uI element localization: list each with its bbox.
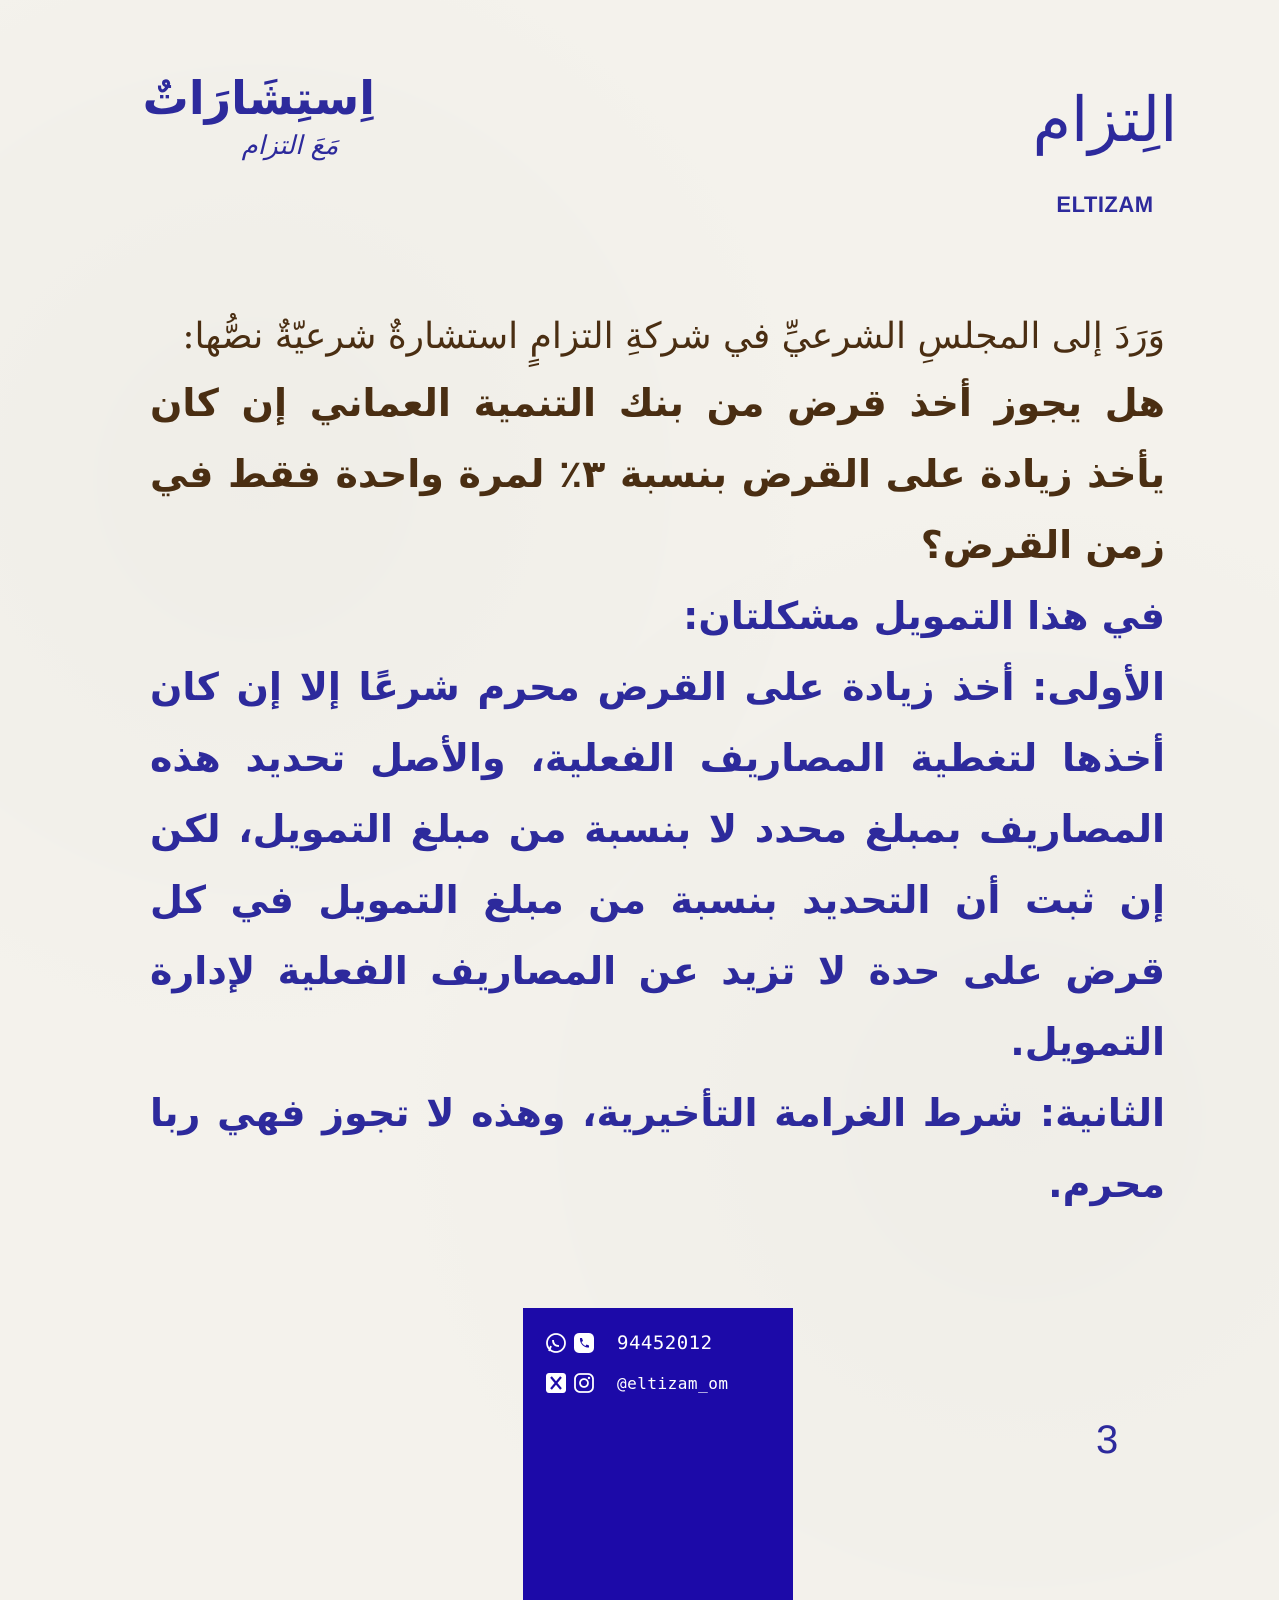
consultations-logo bbox=[142, 70, 375, 162]
answer-first-point: الأولى: أخذ زيادة على القرض محرم شرعًا إلا إن كان أخذها لتغطية المصاريف الفعلية، والأصل تحديد هذه المصاريف بمبلغ محدد لا بنسبة من مبلغ التمويل، لكن إن ثبت أن التحديد بنسبة من مبلغ التمويل في كل قرض على حدة لا تزيد عن المصاريف الفعلية لإدارة التمويل. bbox=[150, 665, 1165, 1064]
answer-second-point: الثانية: شرط الغرامة التأخيرية، وهذه لا تجوز فهي ربا محرم. bbox=[150, 1091, 1165, 1206]
page-number: 3 bbox=[1096, 1418, 1119, 1462]
consultations-logo-subtitle: مَعَ التزام bbox=[241, 131, 339, 161]
contact-box bbox=[523, 1308, 793, 1600]
phone-icon[interactable] bbox=[573, 1332, 595, 1354]
intro-paragraph: وَرَدَ إلى المجلسِ الشرعيِّ في شركةِ التزامٍ استشارةٌ شرعيّةٌ نصُّها: bbox=[182, 316, 1165, 357]
eltizam-logo-mark: الِتزام bbox=[1032, 83, 1178, 156]
consultations-logo-title: اِستِشَارَاتٌ bbox=[142, 71, 375, 125]
eltizam-logo bbox=[1032, 50, 1178, 218]
question-paragraph: هل يجوز أخذ قرض من بنك التنمية العماني إن كان يأخذ زيادة على القرض بنسبة ٣٪ لمرة واحدة فقط في زمن القرض؟ bbox=[150, 381, 1165, 567]
contact-phone-number[interactable]: 94452012 bbox=[617, 1332, 713, 1354]
contact-social-handle[interactable]: @eltizam_om bbox=[617, 1373, 729, 1393]
whatsapp-icon[interactable] bbox=[545, 1332, 567, 1354]
consultation-text bbox=[150, 306, 1165, 1220]
x-icon[interactable] bbox=[545, 1372, 567, 1394]
contact-phone-row bbox=[545, 1332, 713, 1354]
answer-heading: في هذا التمويل مشكلتان: bbox=[683, 594, 1165, 638]
eltizam-logo-wordmark: ELTIZAM bbox=[1056, 192, 1154, 217]
instagram-icon[interactable] bbox=[573, 1372, 595, 1394]
contact-social-row bbox=[545, 1372, 728, 1394]
